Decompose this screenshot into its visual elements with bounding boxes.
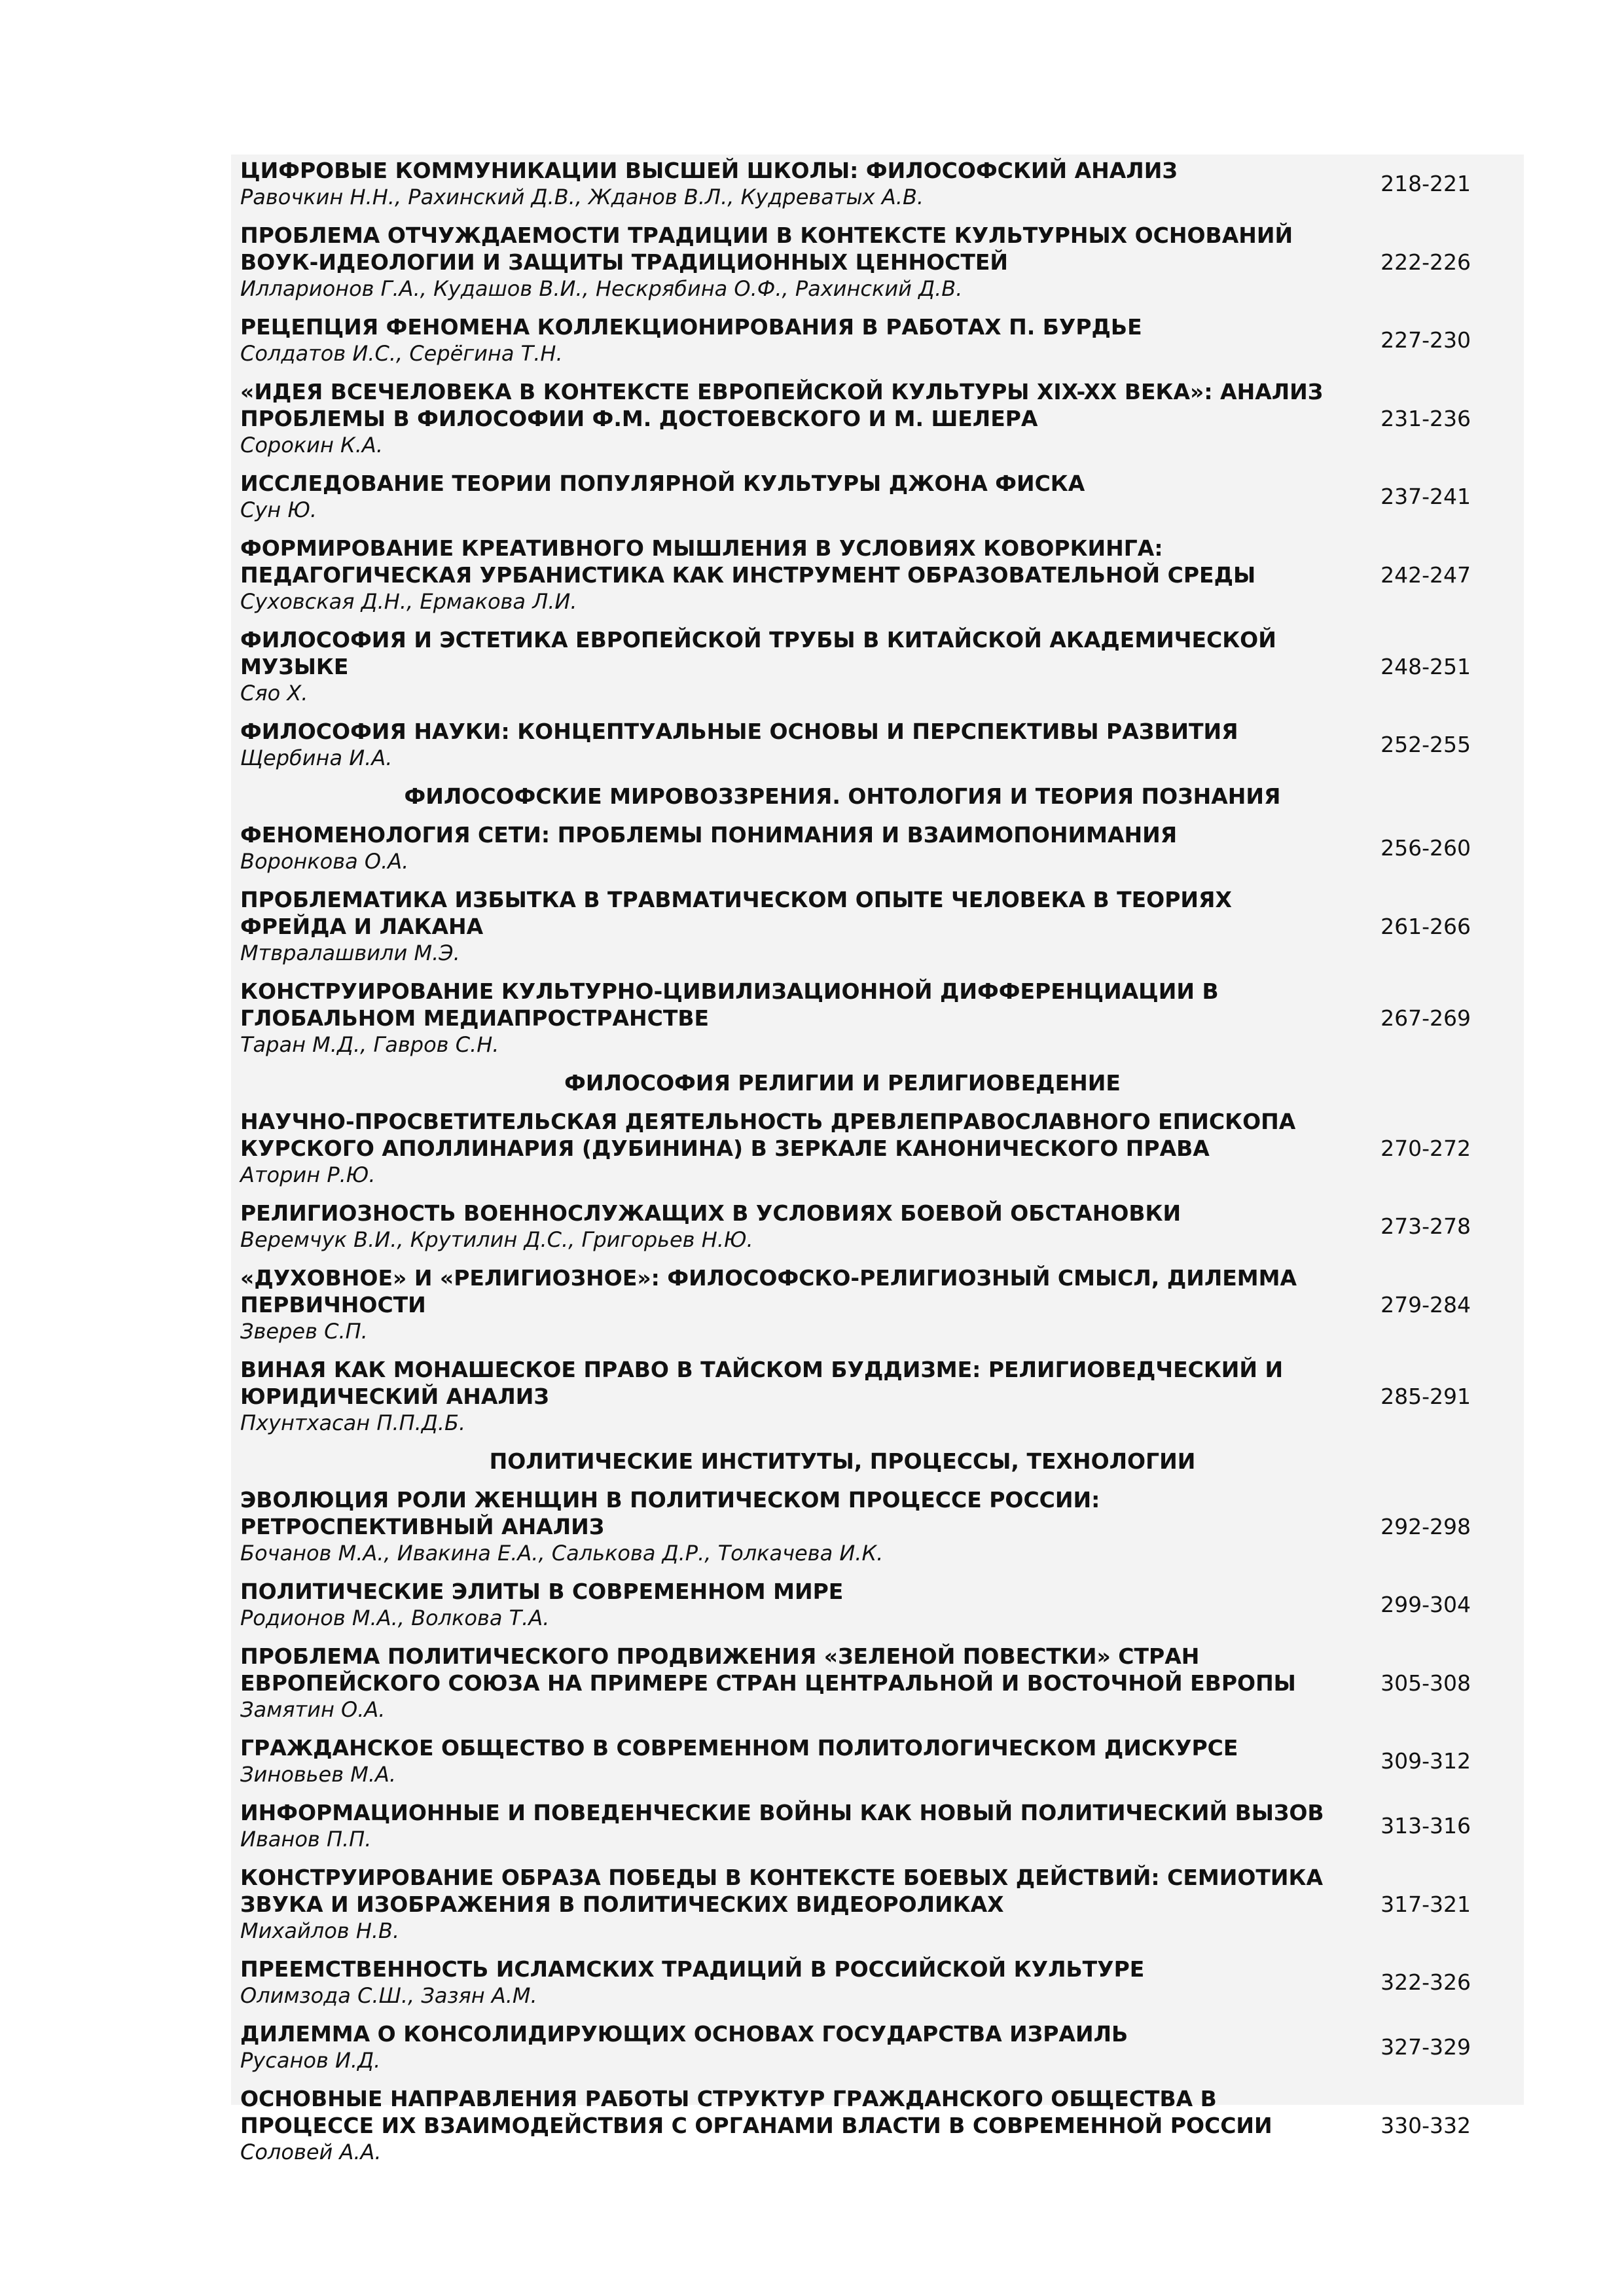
entry-text: [240, 314, 1340, 367]
toc-entry: [240, 535, 1484, 615]
article-authors: Соловей А.А.: [240, 2140, 382, 2164]
section-heading-ontology: ФИЛОСОФСКИЕ МИРОВОЗЗРЕНИЯ. ОНТОЛОГИЯ И ТЕОРИЯ ПОЗНАНИЯ: [404, 783, 1281, 809]
entry-text: [240, 886, 1340, 966]
toc-entry: [240, 886, 1484, 966]
page-range: 327-329: [1380, 2034, 1471, 2060]
article-title: ОСНОВНЫЕ НАПРАВЛЕНИЯ РАБОТЫ СТРУКТУР ГРАЖДАНСКОГО ОБЩЕСТВА В ПРОЦЕССЕ ИХ ВЗАИМОДЕЙСТВИЯ С ОРГАНАМИ ВЛАСТИ В СОВРЕМЕННОЙ РОССИИ: [240, 2086, 1272, 2138]
entry-text: [240, 470, 1340, 523]
article-title: ПРЕЕМСТВЕННОСТЬ ИСЛАМСКИХ ТРАДИЦИЙ В РОССИЙСКОЙ КУЛЬТУРЕ: [240, 1956, 1145, 1982]
page-range: 279-284: [1380, 1291, 1471, 1318]
article-title: ГРАЖДАНСКОЕ ОБЩЕСТВО В СОВРЕМЕННОМ ПОЛИТОЛОГИЧЕСКОМ ДИСКУРСЕ: [240, 1735, 1238, 1761]
entry-text: [240, 2085, 1340, 2165]
article-title: ДИЛЕММА О КОНСОЛИДИРУЮЩИХ ОСНОВАХ ГОСУДАРСТВА ИЗРАИЛЬ: [240, 2021, 1128, 2047]
article-authors: Олимзода С.Ш., Зазян А.М.: [240, 1983, 537, 2008]
toc-entry: [240, 157, 1484, 210]
entry-text: [240, 2020, 1340, 2073]
toc-entry: [240, 1578, 1484, 1631]
page-range: 248-251: [1380, 653, 1471, 679]
toc-entry: [240, 1864, 1484, 1944]
page-range: 292-298: [1380, 1513, 1471, 1539]
article-authors: Русанов И.Д.: [240, 2048, 381, 2073]
page-range: 252-255: [1380, 732, 1471, 757]
page-range: 313-316: [1380, 1813, 1471, 1839]
entry-text: [240, 378, 1340, 458]
article-authors: Сун Ю.: [240, 497, 317, 522]
article-authors: Зиновьев М.А.: [240, 1762, 397, 1787]
article-authors: Щербина И.А.: [240, 745, 393, 770]
toc-entry: [240, 378, 1484, 458]
article-authors: Воронкова О.А.: [240, 849, 409, 874]
section-heading-politics: ПОЛИТИЧЕСКИЕ ИНСТИТУТЫ, ПРОЦЕССЫ, ТЕХНОЛОГИИ: [489, 1448, 1196, 1474]
entry-text: [240, 978, 1340, 1058]
toc-entry: [240, 222, 1484, 302]
article-authors: Пхунтхасан П.П.Д.Б.: [240, 1410, 466, 1435]
page-range: 317-321: [1380, 1891, 1471, 1917]
entry-group-a: [240, 157, 1484, 771]
article-authors: Суховская Д.Н., Ермакова Л.И.: [240, 589, 577, 614]
entry-group-b: [240, 821, 1484, 1058]
toc-entry: [240, 1108, 1484, 1188]
entry-text: [240, 1643, 1340, 1723]
page-range: 231-236: [1380, 405, 1471, 431]
toc-entry: [240, 2020, 1484, 2073]
article-authors: Илларионов Г.А., Кудашов В.И., Нескрябина О.Ф., Рахинский Д.В.: [240, 276, 963, 301]
entry-text: [240, 1265, 1340, 1344]
page-range: 227-230: [1380, 327, 1471, 353]
toc-entry: [240, 1356, 1484, 1436]
article-authors: Бочанов М.А., Ивакина Е.А., Салькова Д.Р., Толкачева И.К.: [240, 1541, 884, 1566]
entry-group-d: [240, 1486, 1484, 2165]
entry-text: [240, 222, 1340, 302]
page-range: 270-272: [1380, 1135, 1471, 1161]
page-range: 242-247: [1380, 562, 1471, 588]
page-range: 222-226: [1380, 249, 1471, 275]
page-range: 322-326: [1380, 1969, 1471, 1995]
toc-entry: [240, 1265, 1484, 1344]
toc-entry: [240, 1643, 1484, 1723]
article-authors: Сорокин К.А.: [240, 433, 383, 457]
entry-text: [240, 1799, 1340, 1852]
entry-text: [240, 1734, 1340, 1787]
toc-entry: [240, 470, 1484, 523]
toc-entry: [240, 978, 1484, 1058]
article-title: РЕЦЕПЦИЯ ФЕНОМЕНА КОЛЛЕКЦИОНИРОВАНИЯ В РАБОТАХ П. БУРДЬЕ: [240, 314, 1142, 340]
article-title: КОНСТРУИРОВАНИЕ КУЛЬТУРНО-ЦИВИЛИЗАЦИОННОЙ ДИФФЕРЕНЦИАЦИИ В ГЛОБАЛЬНОМ МЕДИАПРОСТРАНСТВЕ: [240, 978, 1219, 1031]
toc-entry: [240, 314, 1484, 367]
page-range: 305-308: [1380, 1670, 1471, 1696]
article-title: ВИНАЯ КАК МОНАШЕСКОЕ ПРАВО В ТАЙСКОМ БУДДИЗМЕ: РЕЛИГИОВЕДЧЕСКИЙ И ЮРИДИЧЕСКИЙ АНАЛИЗ: [240, 1357, 1284, 1409]
toc-entry: [240, 821, 1484, 874]
article-title: «ИДЕЯ ВСЕЧЕЛОВЕКА В КОНТЕКСТЕ ЕВРОПЕЙСКОЙ КУЛЬТУРЫ XIX-XX ВЕКА»: АНАЛИЗ ПРОБЛЕМЫ В ФИЛОСОФИИ Ф.М. ДОСТОЕВСКОГО И М. ШЕЛЕРА: [240, 379, 1324, 431]
article-authors: Родионов М.А., Волкова Т.А.: [240, 1605, 550, 1630]
page-range: 285-291: [1380, 1383, 1471, 1409]
page-range: 309-312: [1380, 1748, 1471, 1774]
toc-entry: [240, 1956, 1484, 2009]
page-range: 330-332: [1380, 2112, 1471, 2138]
article-title: РЕЛИГИОЗНОСТЬ ВОЕННОСЛУЖАЩИХ В УСЛОВИЯХ БОЕВОЙ ОБСТАНОВКИ: [240, 1200, 1182, 1226]
article-authors: Замятин О.А.: [240, 1697, 386, 1722]
article-title: ПОЛИТИЧЕСКИЕ ЭЛИТЫ В СОВРЕМЕННОМ МИРЕ: [240, 1579, 844, 1604]
entry-group-c: [240, 1108, 1484, 1436]
article-authors: Веремчук В.И., Крутилин Д.С., Григорьев Н.Ю.: [240, 1227, 753, 1252]
article-title: НАУЧНО-ПРОСВЕТИТЕЛЬСКАЯ ДЕЯТЕЛЬНОСТЬ ДРЕВЛЕПРАВОСЛАВНОГО ЕПИСКОПА КУРСКОГО АПОЛЛИНАРИЯ (ДУБИНИНА) В ЗЕРКАЛЕ КАНОНИЧЕСКОГО ПРАВА: [240, 1109, 1296, 1161]
entry-text: [240, 1200, 1340, 1253]
article-title: ЦИФРОВЫЕ КОММУНИКАЦИИ ВЫСШЕЙ ШКОЛЫ: ФИЛОСОФСКИЙ АНАЛИЗ: [240, 158, 1178, 183]
article-title: ЭВОЛЮЦИЯ РОЛИ ЖЕНЩИН В ПОЛИТИЧЕСКОМ ПРОЦЕССЕ РОССИИ: РЕТРОСПЕКТИВНЫЙ АНАЛИЗ: [240, 1487, 1100, 1539]
toc-entry: [240, 1486, 1484, 1566]
article-authors: Михайлов Н.В.: [240, 1918, 400, 1943]
article-authors: Сяо Х.: [240, 681, 308, 706]
toc-entry: [240, 1200, 1484, 1253]
article-title: ПРОБЛЕМАТИКА ИЗБЫТКА В ТРАВМАТИЧЕСКОМ ОПЫТЕ ЧЕЛОВЕКА В ТЕОРИЯХ ФРЕЙДА И ЛАКАНА: [240, 887, 1232, 939]
entry-text: [240, 821, 1340, 874]
entry-text: [240, 626, 1340, 706]
entry-text: [240, 1864, 1340, 1944]
toc-entry: [240, 718, 1484, 771]
entry-text: [240, 157, 1340, 210]
article-title: ИНФОРМАЦИОННЫЕ И ПОВЕДЕНЧЕСКИЕ ВОЙНЫ КАК НОВЫЙ ПОЛИТИЧЕСКИЙ ВЫЗОВ: [240, 1800, 1324, 1825]
page-range: 261-266: [1380, 913, 1471, 939]
entry-text: [240, 1956, 1340, 2009]
article-authors: Мтвралашвили М.Э.: [240, 941, 460, 965]
page-range: 267-269: [1380, 1005, 1471, 1031]
article-title: ФЕНОМЕНОЛОГИЯ СЕТИ: ПРОБЛЕМЫ ПОНИМАНИЯ И ВЗАИМОПОНИМАНИЯ: [240, 822, 1178, 848]
toc-entry: [240, 2085, 1484, 2165]
article-authors: Аторин Р.Ю.: [240, 1162, 376, 1187]
toc-entry: [240, 1799, 1484, 1852]
entry-text: [240, 535, 1340, 615]
entry-text: [240, 1108, 1340, 1188]
entry-text: [240, 1578, 1340, 1631]
page-range: 218-221: [1380, 171, 1471, 196]
page-range: 237-241: [1380, 484, 1471, 509]
toc-entry: [240, 1734, 1484, 1787]
article-authors: Равочкин Н.Н., Рахинский Д.В., Жданов В.Л., Кудреватых А.В.: [240, 185, 924, 209]
article-title: ПРОБЛЕМА ОТЧУЖДАЕМОСТИ ТРАДИЦИИ В КОНТЕКСТЕ КУЛЬТУРНЫХ ОСНОВАНИЙ ВОУК-ИДЕОЛОГИИ И ЗАЩИТЫ ТРАДИЦИОННЫХ ЦЕННОСТЕЙ: [240, 223, 1293, 275]
article-title: «ДУХОВНОЕ» И «РЕЛИГИОЗНОЕ»: ФИЛОСОФСКО-РЕЛИГИОЗНЫЙ СМЫСЛ, ДИЛЕММА ПЕРВИЧНОСТИ: [240, 1265, 1297, 1318]
section-heading-religion: ФИЛОСОФИЯ РЕЛИГИИ И РЕЛИГИОВЕДЕНИЕ: [564, 1070, 1121, 1096]
article-authors: Иванов П.П.: [240, 1827, 372, 1852]
page-range: 256-260: [1380, 835, 1471, 861]
article-title: ПРОБЛЕМА ПОЛИТИЧЕСКОГО ПРОДВИЖЕНИЯ «ЗЕЛЕНОЙ ПОВЕСТКИ» СТРАН ЕВРОПЕЙСКОГО СОЮЗА НА ПРИМЕРЕ СТРАН ЦЕНТРАЛЬНОЙ И ВОСТОЧНОЙ ЕВРОПЫ: [240, 1643, 1296, 1696]
table-of-contents: [240, 157, 1484, 2177]
page-range: 273-278: [1380, 1213, 1471, 1239]
page-range: 299-304: [1380, 1592, 1471, 1617]
article-title: ФИЛОСОФИЯ НАУКИ: КОНЦЕПТУАЛЬНЫЕ ОСНОВЫ И ПЕРСПЕКТИВЫ РАЗВИТИЯ: [240, 719, 1238, 744]
article-authors: Таран М.Д., Гавров С.Н.: [240, 1032, 499, 1057]
entry-text: [240, 718, 1340, 771]
article-title: ФИЛОСОФИЯ И ЭСТЕТИКА ЕВРОПЕЙСКОЙ ТРУБЫ В КИТАЙСКОЙ АКАДЕМИЧЕСКОЙ МУЗЫКЕ: [240, 627, 1276, 679]
toc-entry: [240, 626, 1484, 706]
article-title: ФОРМИРОВАНИЕ КРЕАТИВНОГО МЫШЛЕНИЯ В УСЛОВИЯХ КОВОРКИНГА: ПЕДАГОГИЧЕСКАЯ УРБАНИСТИКА КАК ИНСТРУМЕНТ ОБРАЗОВАТЕЛЬНОЙ СРЕДЫ: [240, 535, 1256, 588]
article-authors: Солдатов И.С., Серёгина Т.Н.: [240, 341, 563, 366]
article-title: КОНСТРУИРОВАНИЕ ОБРАЗА ПОБЕДЫ В КОНТЕКСТЕ БОЕВЫХ ДЕЙСТВИЙ: СЕМИОТИКА ЗВУКА И ИЗОБРАЖЕНИЯ В ПОЛИТИЧЕСКИХ ВИДЕОРОЛИКАХ: [240, 1865, 1324, 1917]
article-authors: Зверев С.П.: [240, 1319, 368, 1344]
entry-text: [240, 1356, 1340, 1436]
entry-text: [240, 1486, 1340, 1566]
article-title: ИССЛЕДОВАНИЕ ТЕОРИИ ПОПУЛЯРНОЙ КУЛЬТУРЫ ДЖОНА ФИСКА: [240, 471, 1085, 496]
